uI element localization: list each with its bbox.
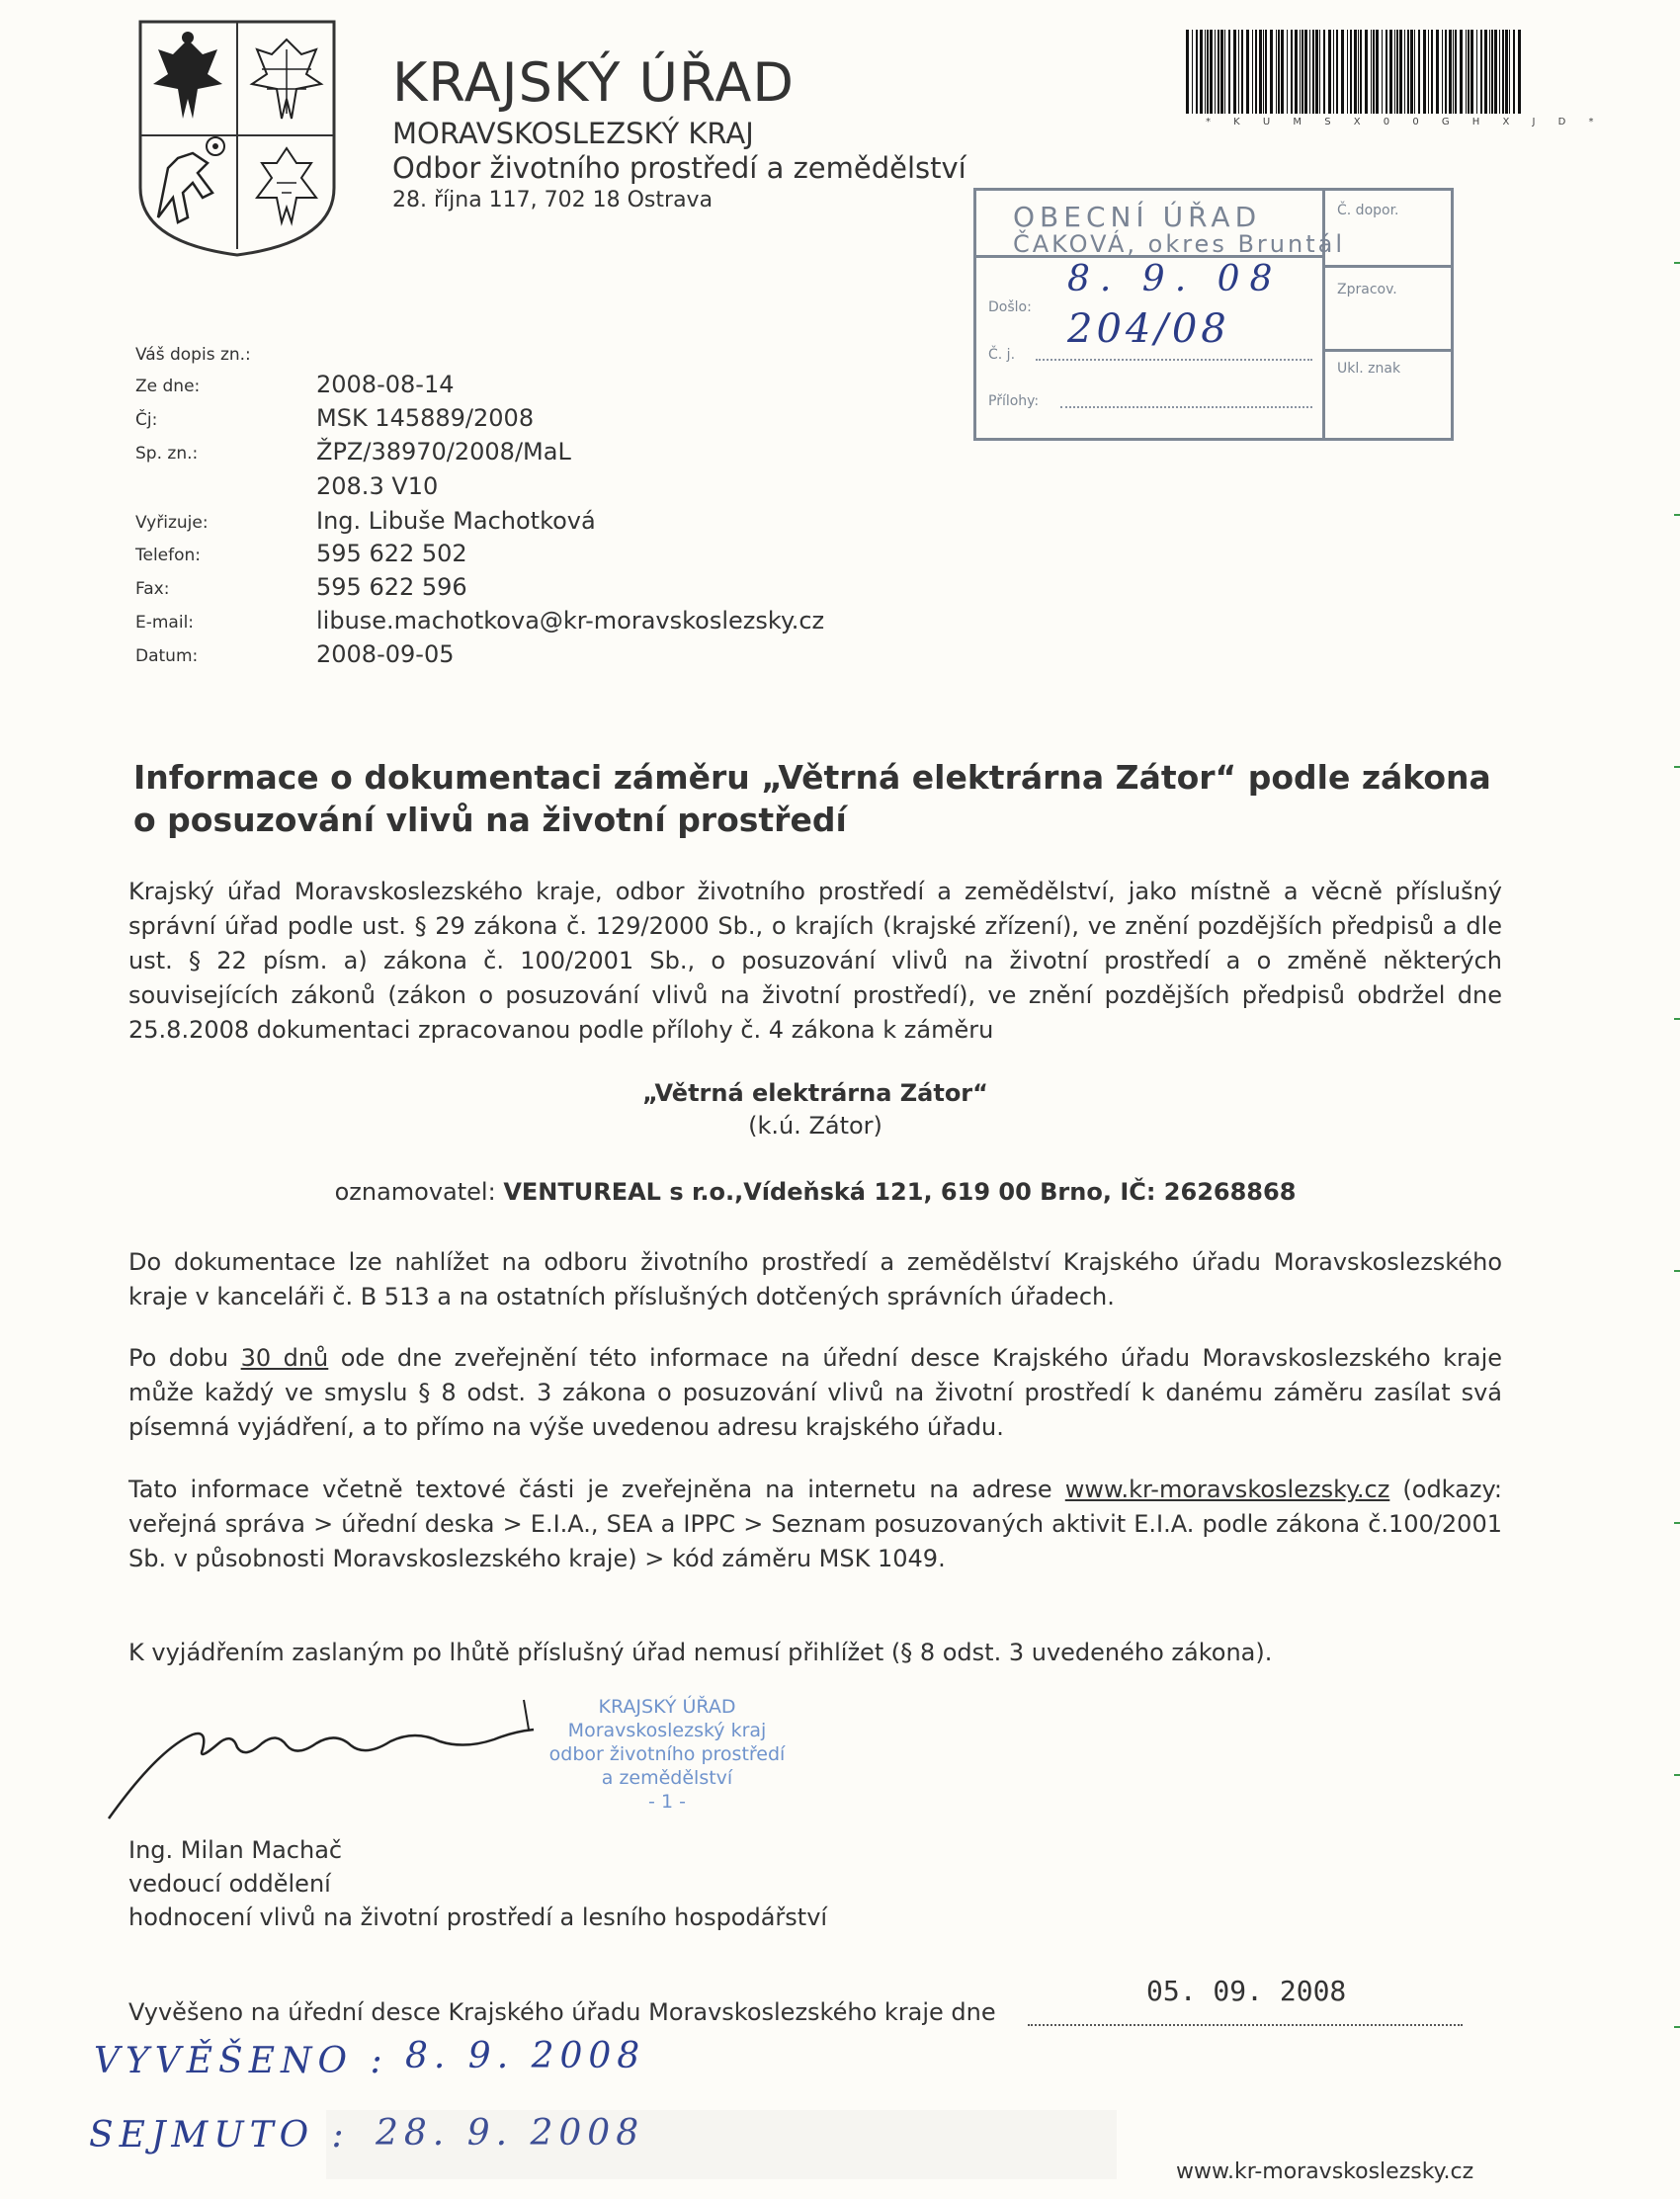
document-title: Informace o dokumentaci záměru „Větrná elektrárna Zátor“ podle zákona o posuzování vlivů na životní prostředí	[133, 758, 1491, 839]
barcode-bar	[1291, 30, 1293, 114]
barcode-bar	[1220, 30, 1223, 114]
barcode-bar	[1436, 30, 1439, 114]
notifier-line	[128, 1178, 1502, 1206]
barcode-bar	[1218, 30, 1219, 114]
barcode-bar	[1396, 30, 1398, 114]
scan-edge-mark	[1674, 1270, 1680, 1272]
barcode-bar	[1423, 30, 1426, 114]
posting-text: Vyvěšeno na úřední desce Krajského úřadu Moravskoslezského kraje dne	[128, 1998, 996, 2026]
scan-edge-mark	[1674, 262, 1680, 264]
barcode-bar	[1192, 30, 1193, 114]
barcode-bar	[1513, 30, 1515, 114]
barcode-bar	[1491, 30, 1493, 114]
barcode-bar	[1476, 30, 1477, 114]
office-stamp	[529, 1695, 805, 1814]
barcode-bar	[1281, 30, 1284, 114]
signatory-unit: hodnocení vlivů na životní prostředí a lesního hospodářství	[128, 1903, 828, 1931]
posting-date: 05. 09. 2008	[1146, 1975, 1347, 2007]
posting-dotted-line	[1028, 2024, 1463, 2026]
meta-value: ŽPZ/38970/2008/MaL	[316, 438, 571, 465]
barcode-bar	[1428, 30, 1429, 114]
barcode-bar	[1499, 30, 1500, 114]
coat-of-arms-logo	[138, 20, 336, 257]
barcode-bar	[1328, 30, 1331, 114]
stamp-doslo-label: Došlo:	[988, 299, 1032, 315]
stamp-cj-label: Č. j.	[988, 347, 1016, 363]
meta-label: E-mail:	[135, 613, 195, 633]
footer-url: www.kr-moravskoslezsky.cz	[1176, 2159, 1474, 2184]
paragraph-inspection: Do dokumentace lze nahlížet na odboru životního prostředí a zemědělství Krajského úřadu Moravskoslezského kraje v kanceláři č. B 513 a na ostatních příslušných dotčených správních úřadech.	[128, 1248, 1502, 1311]
barcode-bar	[1518, 30, 1521, 114]
barcode-bar	[1354, 30, 1357, 114]
barcode-bar	[1466, 30, 1467, 114]
barcode-bar	[1410, 30, 1413, 114]
barcode-bar	[1404, 30, 1405, 114]
deadline-text-a: Po dobu	[128, 1344, 241, 1372]
barcode-bar	[1287, 30, 1288, 114]
meta-value: libuse.machotkova@kr-moravskoslezsky.cz	[316, 607, 825, 634]
barcode-bar	[1252, 30, 1253, 114]
handwritten-removed-label: SEJMUTO :	[89, 2115, 350, 2156]
notifier-label: oznamovatel:	[334, 1178, 504, 1206]
barcode-bar	[1505, 30, 1508, 114]
handwritten-posted-date: 8. 9. 2008	[405, 2036, 646, 2076]
barcode-bar	[1347, 30, 1348, 114]
barcode-bar	[1350, 30, 1352, 114]
meta-value: 2008-08-14	[316, 371, 455, 398]
barcode-bar	[1276, 30, 1277, 114]
meta-value: 595 622 502	[316, 540, 467, 567]
meta-label: Telefon:	[135, 546, 202, 565]
meta-label: Vyřizuje:	[135, 513, 209, 533]
barcode-bar	[1382, 30, 1383, 114]
meta-label: Sp. zn.:	[135, 444, 199, 464]
barcode-bar	[1186, 30, 1189, 114]
barcode-bar	[1233, 30, 1236, 114]
office-stamp-line3: odbor životního prostředí	[548, 1743, 786, 1765]
barcode-bar	[1394, 30, 1395, 114]
stamp-prilohy-label: Přílohy:	[988, 393, 1040, 409]
barcode-bar	[1445, 30, 1447, 114]
scan-edge-mark	[1674, 2026, 1680, 2028]
paragraph-intro: Krajský úřad Moravskoslezského kraje, odbor životního prostředí a zemědělství, jako místně a věcně příslušný správní úřad podle ust. § 29 zákona č. 129/2000 Sb., o krajích (krajské zřízení), ve znění pozdějších předpisů a dle ust. § 22 písm. a) zákona č. 100/2001 Sb., o posuzování vlivů na životní prostředí a o změně některých souvisejících zákonů (zákon o posuzování vlivů na životní prostředí), ve znění pozdějších předpisů obdržel dne 25.8.2008 dokumentaci zpracovanou podle přílohy č. 4 zákona k záměru	[128, 878, 1502, 1044]
barcode-bar	[1323, 30, 1325, 114]
barcode-bar	[1300, 30, 1301, 114]
barcode-bar	[1341, 30, 1344, 114]
signatory-name: Ing. Milan Machač	[128, 1836, 343, 1864]
deadline-days: 30 dnů	[240, 1344, 329, 1372]
barcode-bar	[1373, 30, 1375, 114]
website-link[interactable]: www.kr-moravskoslezsky.cz	[1064, 1476, 1390, 1503]
barcode-bar	[1336, 30, 1338, 114]
barcode-bar	[1319, 30, 1320, 114]
stamp-office-place: ČAKOVÁ, okres Bruntál	[1013, 230, 1345, 258]
meta-label: Fax:	[135, 579, 170, 599]
barcode-bar	[1302, 30, 1303, 114]
barcode-text: * K U M S X 0 0 G H X J D *	[1206, 117, 1604, 127]
meta-value: 595 622 596	[316, 573, 467, 601]
barcode-bar	[1442, 30, 1443, 114]
barcode-bar	[1196, 30, 1198, 114]
barcode-bar	[1480, 30, 1482, 114]
scan-edge-mark	[1674, 1522, 1680, 1524]
barcode-bar	[1259, 30, 1262, 114]
office-region: MORAVSKOSLEZSKÝ KRAJ	[392, 117, 754, 150]
meta-value: Ing. Libuše Machotková	[316, 507, 596, 535]
barcode-bar	[1215, 30, 1216, 114]
office-stamp-line4: a zemědělství	[601, 1767, 733, 1789]
meta-label: Datum:	[135, 646, 199, 666]
barcode	[1186, 30, 1522, 114]
barcode-bar	[1399, 30, 1402, 114]
stamp-zpracov-label: Zpracov.	[1337, 282, 1397, 297]
barcode-bar	[1270, 30, 1273, 114]
meta-value: 208.3 V10	[316, 472, 439, 500]
deadline-text-b: ode dne zveřejnění této informace na úřední desce Krajského úřadu Moravskoslezského kraje může každý ve smyslu § 8 odst. 3 zákona o posuzování vlivů na životní prostředí k danému záměru zasílat svá písemná vyjádření, a to přímo na výše uvedenou adresu krajského úřadu.	[128, 1344, 1503, 1441]
barcode-bar	[1389, 30, 1392, 114]
barcode-bar	[1449, 30, 1452, 114]
meta-label: Ze dne:	[135, 377, 201, 396]
barcode-bar	[1418, 30, 1420, 114]
barcode-bar	[1255, 30, 1257, 114]
internet-text-a: Tato informace včetně textové části je zveřejněna na internetu na adrese	[128, 1476, 1065, 1503]
barcode-bar	[1376, 30, 1379, 114]
barcode-bar	[1224, 30, 1225, 114]
office-stamp-line2: Moravskoslezský kraj	[567, 1720, 767, 1741]
barcode-bar	[1431, 30, 1433, 114]
scan-edge-mark	[1674, 514, 1680, 516]
barcode-bar	[1460, 30, 1463, 114]
barcode-bar	[1360, 30, 1362, 114]
barcode-bar	[1489, 30, 1490, 114]
barcode-bar	[1453, 30, 1454, 114]
project-name: „Větrná elektrárna Zátor“	[642, 1079, 988, 1107]
barcode-bar	[1265, 30, 1267, 114]
barcode-bar	[1295, 30, 1298, 114]
barcode-bar	[1502, 30, 1504, 114]
stamp-cj-number: 204/08	[1067, 306, 1230, 352]
barcode-bar	[1246, 30, 1249, 114]
meta-value: 2008-09-05	[316, 640, 455, 668]
barcode-bar	[1468, 30, 1470, 114]
scan-edge-mark	[1674, 1018, 1680, 1020]
handwritten-removed-date: 28. 9. 2008	[376, 2113, 645, 2154]
paragraph-internet	[128, 1473, 1502, 1576]
handwritten-posted-label: VYVĚŠENO :	[94, 2041, 388, 2081]
paragraph-late-comments: K vyjádřením zaslaným po lhůtě příslušný úřad nemusí přihlížet (§ 8 odst. 3 uvedeného zákona).	[128, 1639, 1273, 1666]
barcode-bar	[1333, 30, 1334, 114]
handwritten-signature	[99, 1670, 553, 1828]
barcode-bar	[1509, 30, 1510, 114]
paragraph-deadline	[128, 1341, 1502, 1445]
stamp-doslo-date: 8. 9. 08	[1067, 259, 1283, 299]
stamp-office-name: OBECNÍ ÚŘAD	[1013, 201, 1262, 233]
signatory-block	[128, 1833, 827, 1934]
barcode-bar	[1365, 30, 1368, 114]
barcode-bar	[1312, 30, 1314, 114]
office-department: Odbor životního prostředí a zemědělství	[392, 151, 966, 185]
barcode-bar	[1470, 30, 1473, 114]
stamp-ukl-znak-label: Ukl. znak	[1337, 361, 1401, 377]
scan-edge-mark	[1674, 1774, 1680, 1776]
barcode-bar	[1358, 30, 1359, 114]
barcode-bar	[1304, 30, 1307, 114]
barcode-bar	[1207, 30, 1209, 114]
project-cadastral: (k.ú. Zátor)	[748, 1112, 882, 1140]
meta-label: Váš dopis zn.:	[135, 345, 251, 365]
barcode-bar	[1210, 30, 1213, 114]
office-stamp-line5: - 1 -	[648, 1791, 686, 1813]
barcode-bar	[1386, 30, 1387, 114]
barcode-bar	[1238, 30, 1239, 114]
barcode-bar	[1205, 30, 1206, 114]
barcode-bar	[1278, 30, 1280, 114]
office-title: KRAJSKÝ ÚŘAD	[392, 51, 795, 114]
notifier-value: VENTUREAL s r.o.,Vídeňská 121, 619 00 Brno, IČ: 26268868	[503, 1178, 1297, 1206]
barcode-bar	[1241, 30, 1243, 114]
office-stamp-line1: KRAJSKÝ ÚŘAD	[598, 1696, 736, 1718]
signatory-role: vedoucí oddělení	[128, 1870, 331, 1898]
barcode-bar	[1309, 30, 1310, 114]
office-address: 28. října 117, 702 18 Ostrava	[392, 188, 714, 212]
meta-value: MSK 145889/2008	[316, 404, 535, 432]
stamp-cislo-dopor-label: Č. dopor.	[1337, 203, 1399, 218]
barcode-bar	[1315, 30, 1318, 114]
barcode-bar	[1494, 30, 1497, 114]
barcode-bar	[1371, 30, 1372, 114]
barcode-bar	[1200, 30, 1203, 114]
scan-edge-mark	[1674, 766, 1680, 768]
internet-text-b: (odkazy: veřejná správa > úřední deska > E.I.A., SEA a IPPC > Seznam posuzovaných aktivit E.I.A. podle zákona č.100/2001 Sb. v působnosti Moravskoslezského kraje) > kód záměru MSK 1049.	[128, 1476, 1503, 1572]
barcode-bar	[1484, 30, 1487, 114]
barcode-bar	[1407, 30, 1409, 114]
faded-footer-band	[326, 2110, 1117, 2179]
barcode-bar	[1263, 30, 1264, 114]
barcode-bar	[1455, 30, 1457, 114]
barcode-bar	[1414, 30, 1415, 114]
barcode-bar	[1228, 30, 1230, 114]
meta-label: Čj:	[135, 410, 158, 430]
